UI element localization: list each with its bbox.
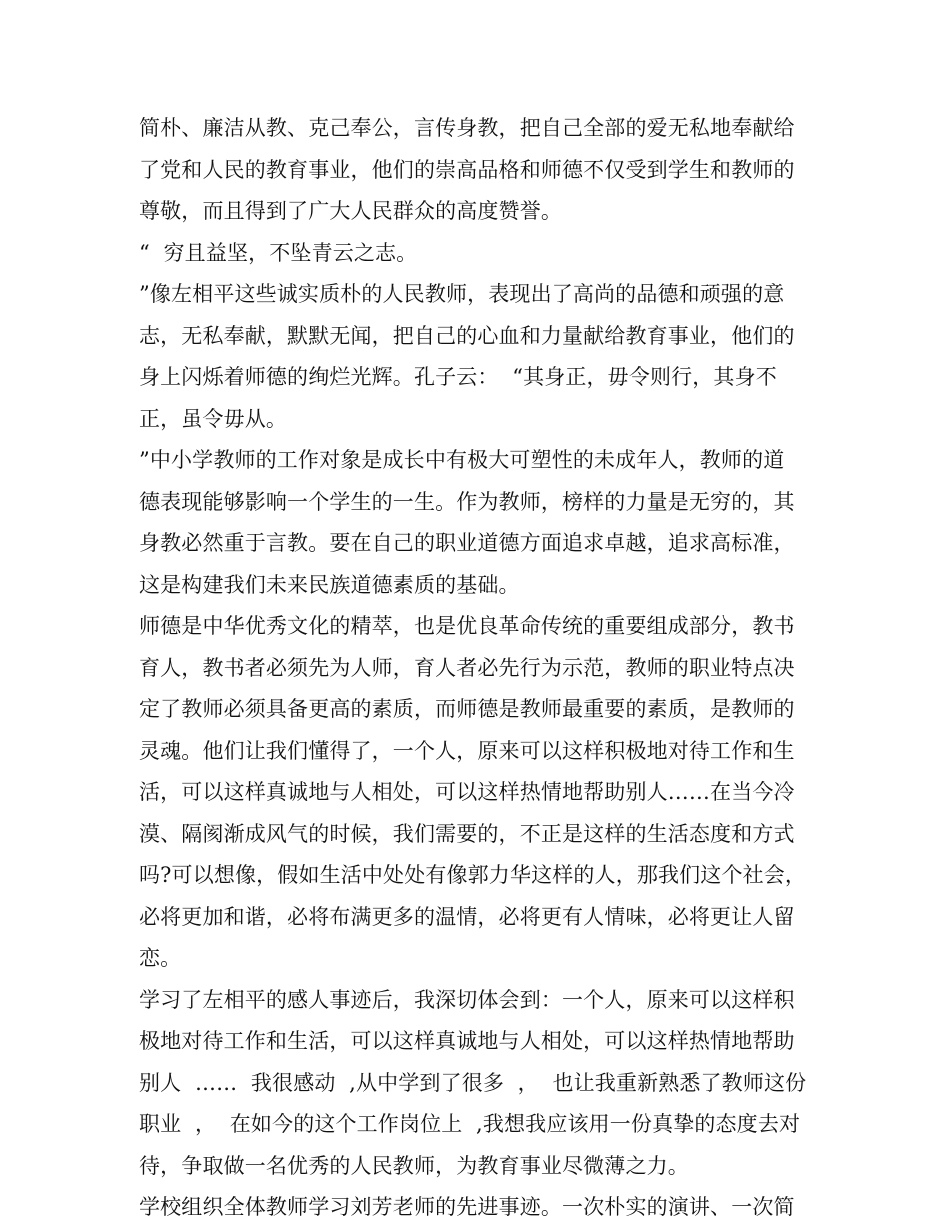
text-line: 师德是中华优秀文化的精萃，也是优良革命传统的重要组成部分，教书 [139, 614, 795, 638]
text-line: 身教必然重于言教。要在自己的职业道德方面追求卓越，追求高标准， [139, 531, 795, 555]
text-line: 灵魂。他们让我们懂得了，一个人，原来可以这样积极地对待工作和生 [139, 738, 795, 763]
text-line: 学校组织全体教师学习刘芳老师的先进事迹。一次朴实的演讲、一次简 [139, 1195, 795, 1219]
text-line: 定了教师必须具备更高的素质，而师德是教师最重要的素质，是教师的 [139, 697, 795, 721]
text-line: 了党和人民的教育事业，他们的崇高品格和师德不仅受到学生和教师的 [139, 157, 795, 182]
text-line: 尊敬，而且得到了广大人民群众的高度赞誉。 [139, 199, 562, 223]
text-line: 志，无私奉献，默默无闻，把自己的心血和力量献给教育事业，他们的 [139, 323, 795, 348]
document-body [139, 108, 829, 1229]
text-line: 简朴、廉洁从教、克己奉公，言传身教，把自己全部的爱无私地奉献给 [139, 116, 795, 140]
text-line: 吗?可以想像，假如生活中处处有像郭力华这样的人，那我们这个社会， [139, 863, 807, 887]
text-line: 这是构建我们未来民族道德素质的基础。 [139, 572, 520, 597]
text-line: 漠、隔阂渐成风气的时候，我们需要的，不正是这样的生活态度和方式 [139, 821, 795, 846]
text-line: ”中小学教师的工作对象是成长中有极大可塑性的未成年人，教师的道 [139, 448, 785, 472]
text-line: ”像左相平这些诚实质朴的人民教师，表现出了高尚的品德和顽强的意 [139, 282, 785, 306]
text-line: 极地对待工作和生活，可以这样真诚地与人相处，可以这样热情地帮助 [139, 1029, 795, 1053]
text-line: 待，争取做一名优秀的人民教师，为教育事业尽微薄之力。 [139, 1153, 689, 1178]
text-line: 活，可以这样真诚地与人相处，可以这样热情地帮助别人……在当今冷 [139, 780, 795, 804]
text-line: 恋。 [139, 946, 182, 970]
text-line: 育人，教书者必须先为人师，育人者必先行为示范，教师的职业特点决 [139, 655, 795, 680]
text-line: 职业 ， 在如今的这个工作岗位上 ,我想我应该用一份真挚的态度去对 [139, 1112, 801, 1136]
text-line: 身上闪烁着师德的绚烂光辉。孔子云： “其身正，毋令则行，其身不 [139, 365, 777, 389]
text-line: 学习了左相平的感人事迹后，我深切体会到：一个人，原来可以这样积 [139, 987, 795, 1012]
text-line: 德表现能够影响一个学生的一生。作为教师，榜样的力量是无穷的，其 [139, 489, 795, 514]
text-line: 正，虽令毋从。 [139, 406, 288, 431]
text-line: “ 穷且益坚，不坠青云之志。 [139, 240, 418, 265]
text-line: 别人 …… 我很感动 ,从中学到了很多 ， 也让我重新熟悉了教师这份 [139, 1070, 807, 1095]
text-line: 必将更加和谐，必将布满更多的温情，必将更有人情味，必将更让人留 [139, 904, 795, 929]
